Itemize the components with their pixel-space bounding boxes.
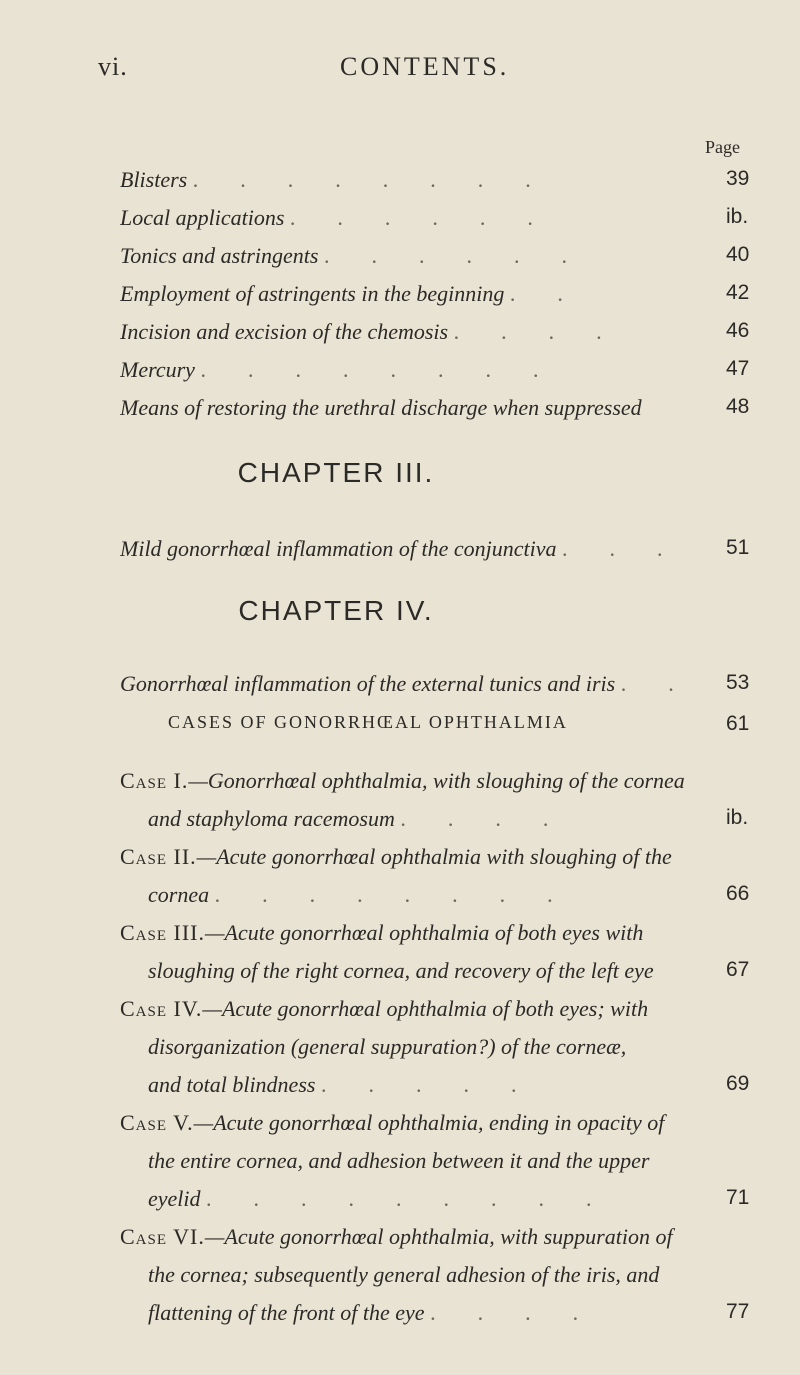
case-text: —Acute gonorrhœal ophthalmia, ending in opacity of <box>193 1110 665 1135</box>
entry-text: Local applications <box>120 205 285 230</box>
chapter-heading: CHAPTER III. <box>237 457 435 488</box>
case-text: disorganization (general suppuration?) of the corneæ, <box>148 1034 627 1059</box>
toc-entry: Employment of astringents in the beginning .. <box>120 281 605 306</box>
case-line <box>120 1110 724 1136</box>
case-text: —Acute gonorrhœal ophthalmia of both eyes; with <box>202 996 649 1021</box>
toc-entry: Gonorrhœal inflammation of the external tunics and iris .. <box>120 671 716 696</box>
case-text: sloughing of the right cornea, and recovery of the left eye <box>148 958 654 983</box>
case-line <box>120 1224 724 1250</box>
entry-page: 67 <box>726 958 750 981</box>
entry-page: 61 <box>726 712 750 735</box>
entry-text: Mild gonorrhœal inflammation of the conjunctiva <box>120 536 557 561</box>
case-text: cornea <box>148 882 210 907</box>
case-label: Case IV. <box>120 996 203 1021</box>
toc-entry: Local applications ...... <box>120 205 575 230</box>
entry-page: ib. <box>726 806 749 829</box>
toc-entry: Mercury ........ <box>120 357 581 382</box>
case-text: and staphyloma racemosum <box>148 806 395 831</box>
case-text: —Gonorrhœal ophthalmia, with sloughing of the cornea <box>188 768 685 793</box>
entry-page: 42 <box>726 281 750 304</box>
entry-page: 51 <box>726 536 750 559</box>
entry-page: ib. <box>726 205 749 228</box>
entry-text: Means of restoring the urethral discharge when suppressed <box>120 395 642 420</box>
case-line: eyelid ......... <box>148 1186 634 1211</box>
case-label: Case V. <box>120 1110 194 1135</box>
entry-text: Employment of astringents in the beginning <box>120 281 505 306</box>
case-line <box>148 958 724 984</box>
case-line <box>120 768 724 794</box>
case-line <box>148 1262 724 1288</box>
toc-entry <box>120 395 730 421</box>
entry-page: 53 <box>726 671 750 694</box>
case-line: and total blindness ..... <box>148 1072 559 1097</box>
case-line <box>120 844 724 870</box>
toc-entry: Incision and excision of the chemosis .... <box>120 319 644 344</box>
entry-page: 47 <box>726 357 750 380</box>
entry-text: Tonics and astringents <box>120 243 319 268</box>
case-line: flattening of the front of the eye .... <box>148 1300 621 1325</box>
case-text: —Acute gonorrhœal ophthalmia of both eyes with <box>205 920 644 945</box>
case-text: —Acute gonorrhœal ophthalmia, with suppuration of <box>204 1224 673 1249</box>
case-text: eyelid <box>148 1186 201 1211</box>
entry-page: 40 <box>726 243 750 266</box>
case-text: and total blindness <box>148 1072 316 1097</box>
toc-entry: Mild gonorrhœal inflammation of the conjunctiva ... <box>120 536 705 561</box>
case-text: the cornea; subsequently general adhesion of the iris, and <box>148 1262 660 1287</box>
case-label: Case III. <box>120 920 205 945</box>
case-line <box>120 996 724 1022</box>
case-line: and staphyloma racemosum .... <box>148 806 591 831</box>
page-column-label: Page <box>705 137 740 157</box>
case-line <box>120 920 724 946</box>
entry-text: Blisters <box>120 167 188 192</box>
case-label: Case II. <box>120 844 197 869</box>
folio-number: vi. <box>98 52 128 81</box>
case-line <box>148 1148 724 1174</box>
entry-text: Mercury <box>120 357 195 382</box>
case-label: Case I. <box>120 768 189 793</box>
entry-page: 46 <box>726 319 750 342</box>
case-text: flattening of the front of the eye <box>148 1300 425 1325</box>
case-line <box>148 1034 724 1060</box>
case-label: Case VI. <box>120 1224 205 1249</box>
entry-page: 48 <box>726 395 750 418</box>
cases-heading: CASES OF GONORRHŒAL OPHTHALMIA <box>168 712 568 732</box>
case-text: —Acute gonorrhœal ophthalmia with sloughing of the <box>196 844 672 869</box>
toc-entry: Tonics and astringents ...... <box>120 243 609 268</box>
entry-page: 39 <box>726 167 750 190</box>
toc-entry: Blisters ........ <box>120 167 573 192</box>
chapter-heading: CHAPTER IV. <box>238 595 434 626</box>
entry-page: 69 <box>726 1072 750 1095</box>
entry-page: 66 <box>726 882 750 905</box>
entry-page: 77 <box>726 1300 750 1323</box>
case-text: the entire cornea, and adhesion between it and the upper <box>148 1148 650 1173</box>
entry-text: Incision and excision of the chemosis <box>120 319 449 344</box>
case-line: cornea ........ <box>148 882 595 907</box>
running-head: CONTENTS. <box>340 52 510 81</box>
entry-text: Gonorrhœal inflammation of the external tunics and iris <box>120 671 616 696</box>
entry-page: 71 <box>726 1186 750 1209</box>
